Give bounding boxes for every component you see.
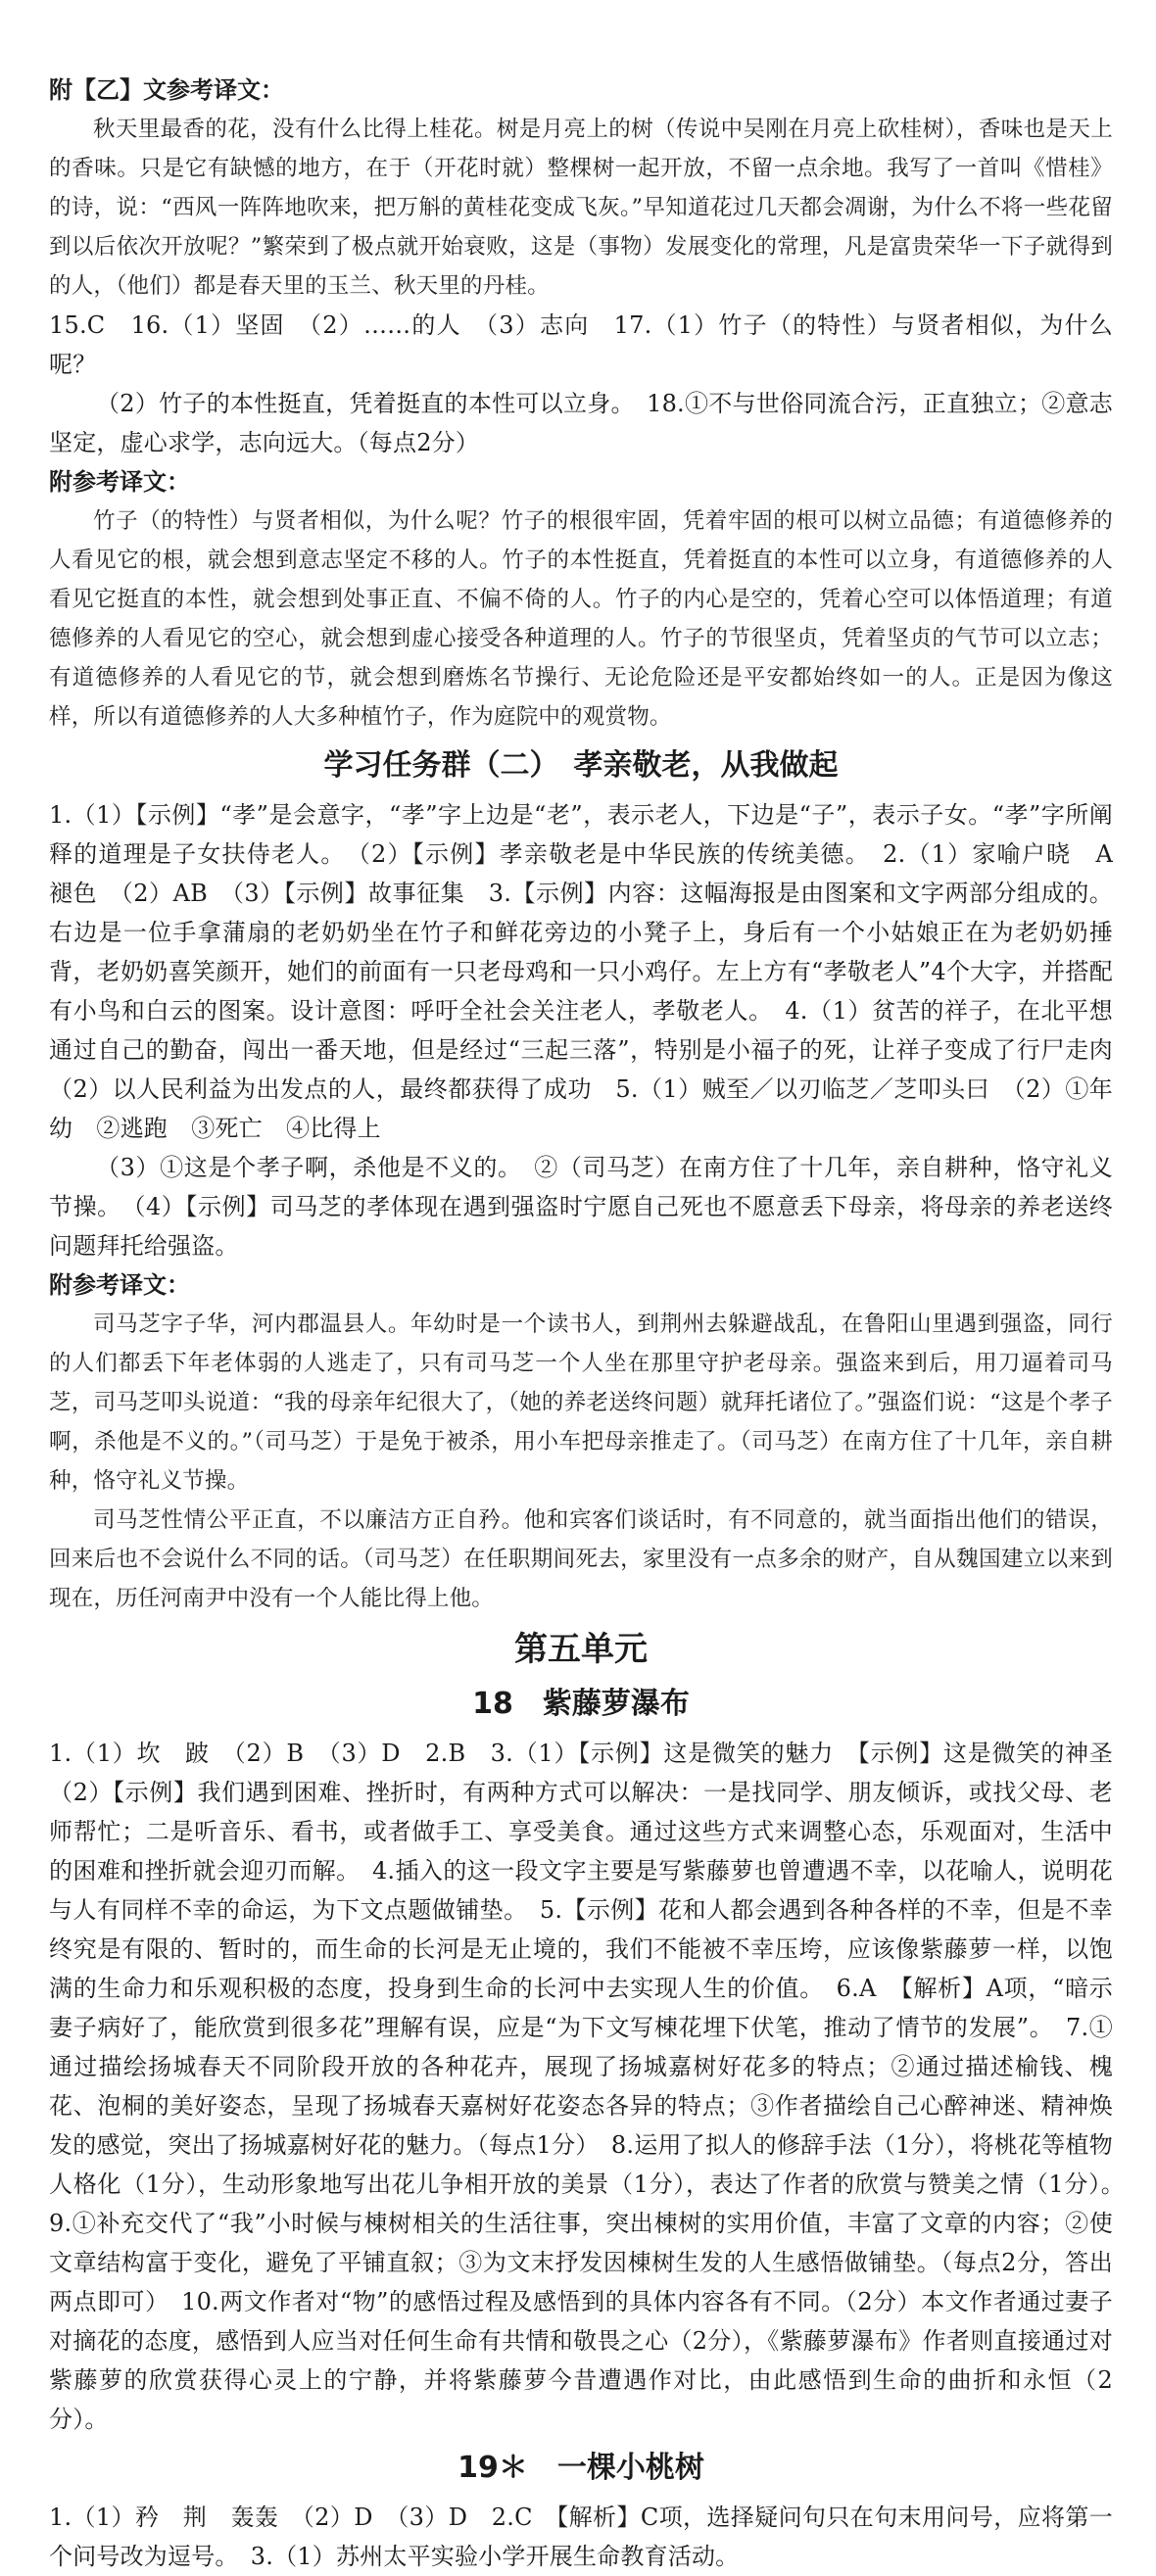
lesson-18-title: 18 紫藤萝瀑布 (472, 1687, 690, 1721)
answers-15-17: 15.C 16.（1）坚固 （2）……的人 （3）志向 17.（1）竹子（的特性）与贤者相似，为什么呢？ (49, 311, 1113, 378)
translation-simazhi-1: 司马芝字子华，河内郡温县人。年幼时是一个读书人，到荆州去躲避战乱，在鲁阳山里遇到强盗，同行的人们都丢下年老体弱的人逃走了，只有司马芝一个人坐在那里守护老母亲。强盗来到后，用刀逼着司马芝，司马芝叩头说道：“我的母亲年纪很大了，（她的养老送终问题）就拜托诸位了。”强盗们说：“这是个孝子啊，杀他是不义的。”（司马芝）于是免于被杀，用小车把母亲推走了。（司马芝）在南方住了十几年，亲自耕种，恪守礼义节操。 (49, 1312, 1113, 1494)
lesson-19-title: 19＊ 一棵小桃树 (458, 2451, 704, 2485)
task-group-2-answers-cont: （3）①这是个孝子啊，杀他是不义的。 ②（司马芝）在南方住了十几年，亲自耕种，恪守礼义节操。 （4）【示例】司马芝的孝体现在遇到强盗时宁愿自己死也不愿意丢下母亲，将母亲的养老送终问题拜托给强盗。 (49, 1154, 1113, 1260)
task-group-2-title: 学习任务群（二） 孝亲敬老，从我做起 (323, 748, 839, 783)
unit-5-title: 第五单元 (514, 1630, 648, 1669)
lesson-19-answers: 1.（1）矜 荆 轰轰 （2）D （3）D 2.C 【解析】C项，选择疑问句只在句末用问号，应将第一个问号改为逗号。 3.（1）苏州太平实验小学开展生命教育活动。 (49, 2504, 1113, 2570)
lesson-18-answers: 1.（1）坎 跛 （2）B （3）D 2.B 3.（1）【示例】这是微笑的魅力 【示例】这是微笑的神圣 （2）【示例】我们遇到困难、挫折时，有两种方式可以解决：一是找同学、朋友倾诉，或找父母、老师帮忙；二是听音乐、看书，或者做手工、享受美食。通过这些方式来调整心态，乐观面对，生活中的困难和挫折就会迎刃而解。 4.插入的这一段文字主要是写紫藤萝也曾遭遇不幸，以花喻人，说明花与人有同样不幸的命运，为下文点题做铺垫。 5.【示例】花和人都会遇到各种各样的不幸，但是不幸终究是有限的、暂时的，而生命的长河是无止境的，我们不能被不幸压垮，应该像紫藤萝一样，以饱满的生命力和乐观积极的态度，投身到生命的长河中去实现人生的价值。 6.A 【解析】A项，“暗示妻子病好了，能欣赏到很多花”理解有误，应是“为下文写棟花埋下伏笔，推动了情节的发展”。 7.①通过描绘扬城春天不同阶段开放的各种花卉，展现了扬城嘉树好花多的特点；②通过描述榆钱、槐花、泡桐的美好姿态，呈现了扬城春天嘉树好花姿态各异的特点；③作者描绘自己心醉神迷、精神焕发的感觉，突出了扬城嘉树好花的魅力。（每点1分） 8.运用了拟人的修辞手法（1分），将桃花等植物人格化（1分），生动形象地写出花儿争相开放的美景（1分），表达了作者的欣赏与赞美之情（1分）。 9.①补充交代了“我”小时候与棟树相关的生活往事，突出棟树的实用价值，丰富了文章的内容；②使文章结构富于变化，避免了平铺直叙；③为文末抒发因棟树生发的人生感悟做铺垫。（每点2分，答出两点即可） 10.两文作者对“物”的感悟过程及感悟到的具体内容各有不同。（2分）本文作者通过妻子对摘花的态度，感悟到人应当对任何生命有共情和敬畏之心（2分），《紫藤萝瀑布》作者则直接通过对紫藤萝的欣赏获得心灵上的宁静，并将紫藤萝今昔遭遇作对比，由此感悟到生命的曲折和永恒（2分）。 (49, 1740, 1137, 2433)
translation-simazhi-2: 司马芝性情公平正直，不以廉洁方正自矜。他和宾客们谈话时，有不同意的，就当面指出他们的错误，回来后也不会说什么不同的话。（司马芝）在任职期间死去，家里没有一点多余的财产，自从魏国建立以来到现在，历任河南尹中没有一个人能比得上他。 (49, 1507, 1113, 1611)
answers-17-18: （2）竹子的本性挺直，凭着挺直的本性可以立身。 18.①不与世俗同流合污，正直独立；②意志坚定，虚心求学，志向远大。（每点2分） (49, 390, 1113, 456)
section-label-yi: 附【乙】文参考译文： (49, 76, 284, 104)
section-label-ref1: 附参考译文： (49, 468, 190, 496)
task-group-2-answers: 1.（1）【示例】“孝”是会意字，“孝”字上边是“老”，表示老人，下边是“子”，表示子女。“孝”字所阐释的道理是子女扶侍老人。 （2）【示例】孝亲敬老是中华民族的传统美德。 2.（1）家喻户晓 A 褪色 （2）AB （3）【示例】故事征集 3.【示例】内容：这幅海报是由图案和文字两部分组成的。右边是一位手拿蒲扇的老奶奶坐在竹子和鲜花旁边的小凳子上，身后有一个小姑娘正在为老奶奶捶背，老奶奶喜笑颜开，她们的前面有一只老母鸡和一只小鸡仔。左上方有“孝敬老人”4个大字，并搭配有小鸟和白云的图案。设计意图：呼吁全社会关注老人，孝敬老人。 4.（1）贫苦的祥子，在北平想通过自己的勤奋，闯出一番天地，但是经过“三起三落”，特别是小福子的死，让祥子变成了行尸走肉 （2）以人民利益为出发点的人，最终都获得了成功 5.（1）贼至／以刃临芝／芝叩头曰 （2）①年幼 ②逃跑 ③死亡 ④比得上 (49, 801, 1137, 1142)
translation-yi: 秋天里最香的花，没有什么比得上桂花。树是月亮上的树（传说中吴刚在月亮上砍桂树），香味也是天上的香味。只是它有缺憾的地方，在于（开花时就）整棵树一起开放，不留一点余地。我写了一首叫《惜桂》的诗，说：“西风一阵阵地吹来，把万斛的黄桂花变成飞灰。”早知道花过几天都会凋谢，为什么不将一些花留到以后依次开放呢？”繁荣到了极点就开始衰败，这是（事物）发展变化的常理，凡是富贵荣华一下子就得到的人，（他们）都是春天里的玉兰、秋天里的丹桂。 (49, 117, 1113, 299)
section-label-ref2: 附参考译文： (49, 1271, 190, 1299)
translation-bamboo: 竹子（的特性）与贤者相似，为什么呢？竹子的根很牢固，凭着牢固的根可以树立品德；有道德修养的人看见它的根，就会想到意志坚定不移的人。竹子的本性挺直，凭着挺直的本性可以立身，有道德修养的人看见它挺直的本性，就会想到处事正直、不偏不倚的人。竹子的内心是空的，凭着心空可以体悟道理；有道德修养的人看见它的空心，就会想到虚心接受各种道理的人。竹子的节很坚贞，凭着坚贞的气节可以立志；有道德修养的人看见它的节，就会想到磨炼名节操行、无论危险还是平安都始终如一的人。正是因为像这样，所以有道德修养的人大多种植竹子，作为庭院中的观赏物。 (49, 508, 1113, 730)
